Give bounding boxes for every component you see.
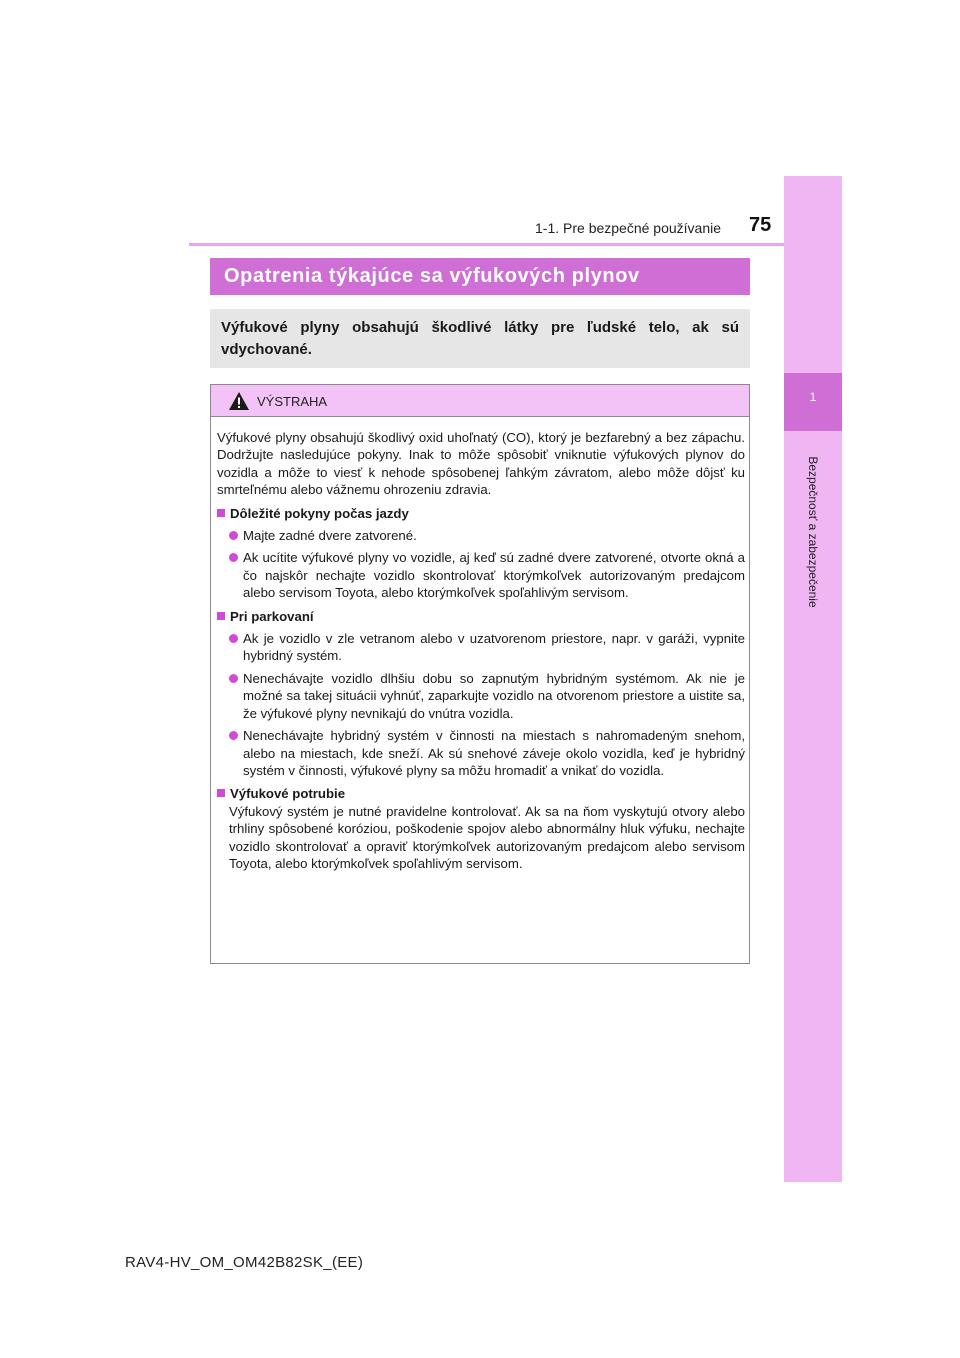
section-heading-exhaust <box>217 785 745 802</box>
header-rule <box>189 243 784 246</box>
warning-header <box>211 385 749 417</box>
section-heading-text: Dôležité pokyny počas jazdy <box>230 505 409 521</box>
section-heading-text: Výfukové potrubie <box>230 786 346 802</box>
section-text: Výfukový systém je nutné pravidelne kontrolovať. Ak sa na ňom vyskytujú otvory alebo trhliny spôsobené koróziou, poškodenie spojov alebo abnormálny hluk výfuku, nechajte vozidlo skontrolovať a opraviť ktorýmkoľvek autorizovaným predajcom alebo servisom Toyota, alebo ktorýmkoľvek spoľahlivým servisom. <box>229 803 745 871</box>
bullet-text: Majte zadné dvere zatvorené. <box>243 528 417 544</box>
list-item <box>229 527 745 544</box>
list-item <box>229 670 745 722</box>
side-tab-label: Bezpečnosť a zabezpečenie <box>806 456 820 608</box>
warning-body <box>217 429 745 872</box>
section-heading-text: Pri parkovaní <box>230 608 314 624</box>
warning-intro: Výfukové plyny obsahujú škodlivý oxid uhoľnatý (CO), ktorý je bezfarebný a bez zápachu. Dodržujte nasledujúce pokyny. Inak to môže spôsobiť vniknutie výfukových plynov do vozidla a môže to viesť k nehode spôsobenej ľahkým závratom, alebo môže dôjsť ku smrteľnému alebo vážnemu ohrozeniu zdravia. <box>217 430 745 498</box>
section-heading-driving <box>217 505 745 522</box>
bullet-dot-icon <box>229 553 238 562</box>
square-bullet-icon <box>217 612 225 620</box>
bullet-dot-icon <box>229 634 238 643</box>
warning-box <box>210 384 750 964</box>
side-tab-number: 1 <box>784 373 842 431</box>
bullet-text: Ak ucítite výfukové plyny vo vozidle, aj keď sú zadné dvere zatvorené, otvorte okná a čo najskôr nechajte vozidlo skontrolovať ktorýmkoľvek autorizovaným predajcom alebo servisom Toyota, alebo ktorýmkoľvek spoľahlivým servisom. <box>243 550 745 601</box>
title-box <box>210 258 750 295</box>
document-code: RAV4-HV_OM_OM42B82SK_(EE) <box>125 1254 364 1271</box>
warning-title: VÝSTRAHA <box>257 394 328 409</box>
square-bullet-icon <box>217 509 225 517</box>
bullet-dot-icon <box>229 731 238 740</box>
list-item <box>229 630 745 665</box>
intro-box <box>210 309 750 368</box>
side-tab <box>784 176 842 1182</box>
bullet-text: Nenechávajte vozidlo dlhšiu dobu so zapnutým hybridným systémom. Ak nie je možné sa takej situácii vyhnúť, zaparkujte vozidlo na otvorenom priestore a uistite sa, že výfukové plyny nevnikajú do vnútra vozidla. <box>243 670 745 721</box>
page-title: Opatrenia týkajúce sa výfukových plynov <box>224 265 640 287</box>
bullet-dot-icon <box>229 531 238 540</box>
bullet-text: Nenechávajte hybridný systém v činnosti na miestach s nahromadeným snehom, alebo na miestach, kde sneží. Ak sú snehové záveje okolo vozidla, keď je hybridný systém v činnosti, výfukové plyny sa môžu hromadiť a vnikať do vozidla. <box>243 728 745 778</box>
bullet-text: Ak je vozidlo v zle vetranom alebo v uzatvorenom priestore, napr. v garáži, vypnite hybridný systém. <box>243 631 745 664</box>
page-number: 75 <box>749 214 772 236</box>
square-bullet-icon <box>217 789 225 797</box>
section-heading-parking <box>217 608 745 625</box>
header-section-title: 1-1. Pre bezpečné používanie <box>535 220 722 236</box>
list-item <box>229 549 745 601</box>
warning-triangle-icon <box>228 391 250 411</box>
intro-text: Výfukové plyny obsahujú škodlivé látky pre ľudské telo, ak sú vdychované. <box>221 319 739 358</box>
list-item <box>229 727 745 779</box>
bullet-dot-icon <box>229 674 238 683</box>
